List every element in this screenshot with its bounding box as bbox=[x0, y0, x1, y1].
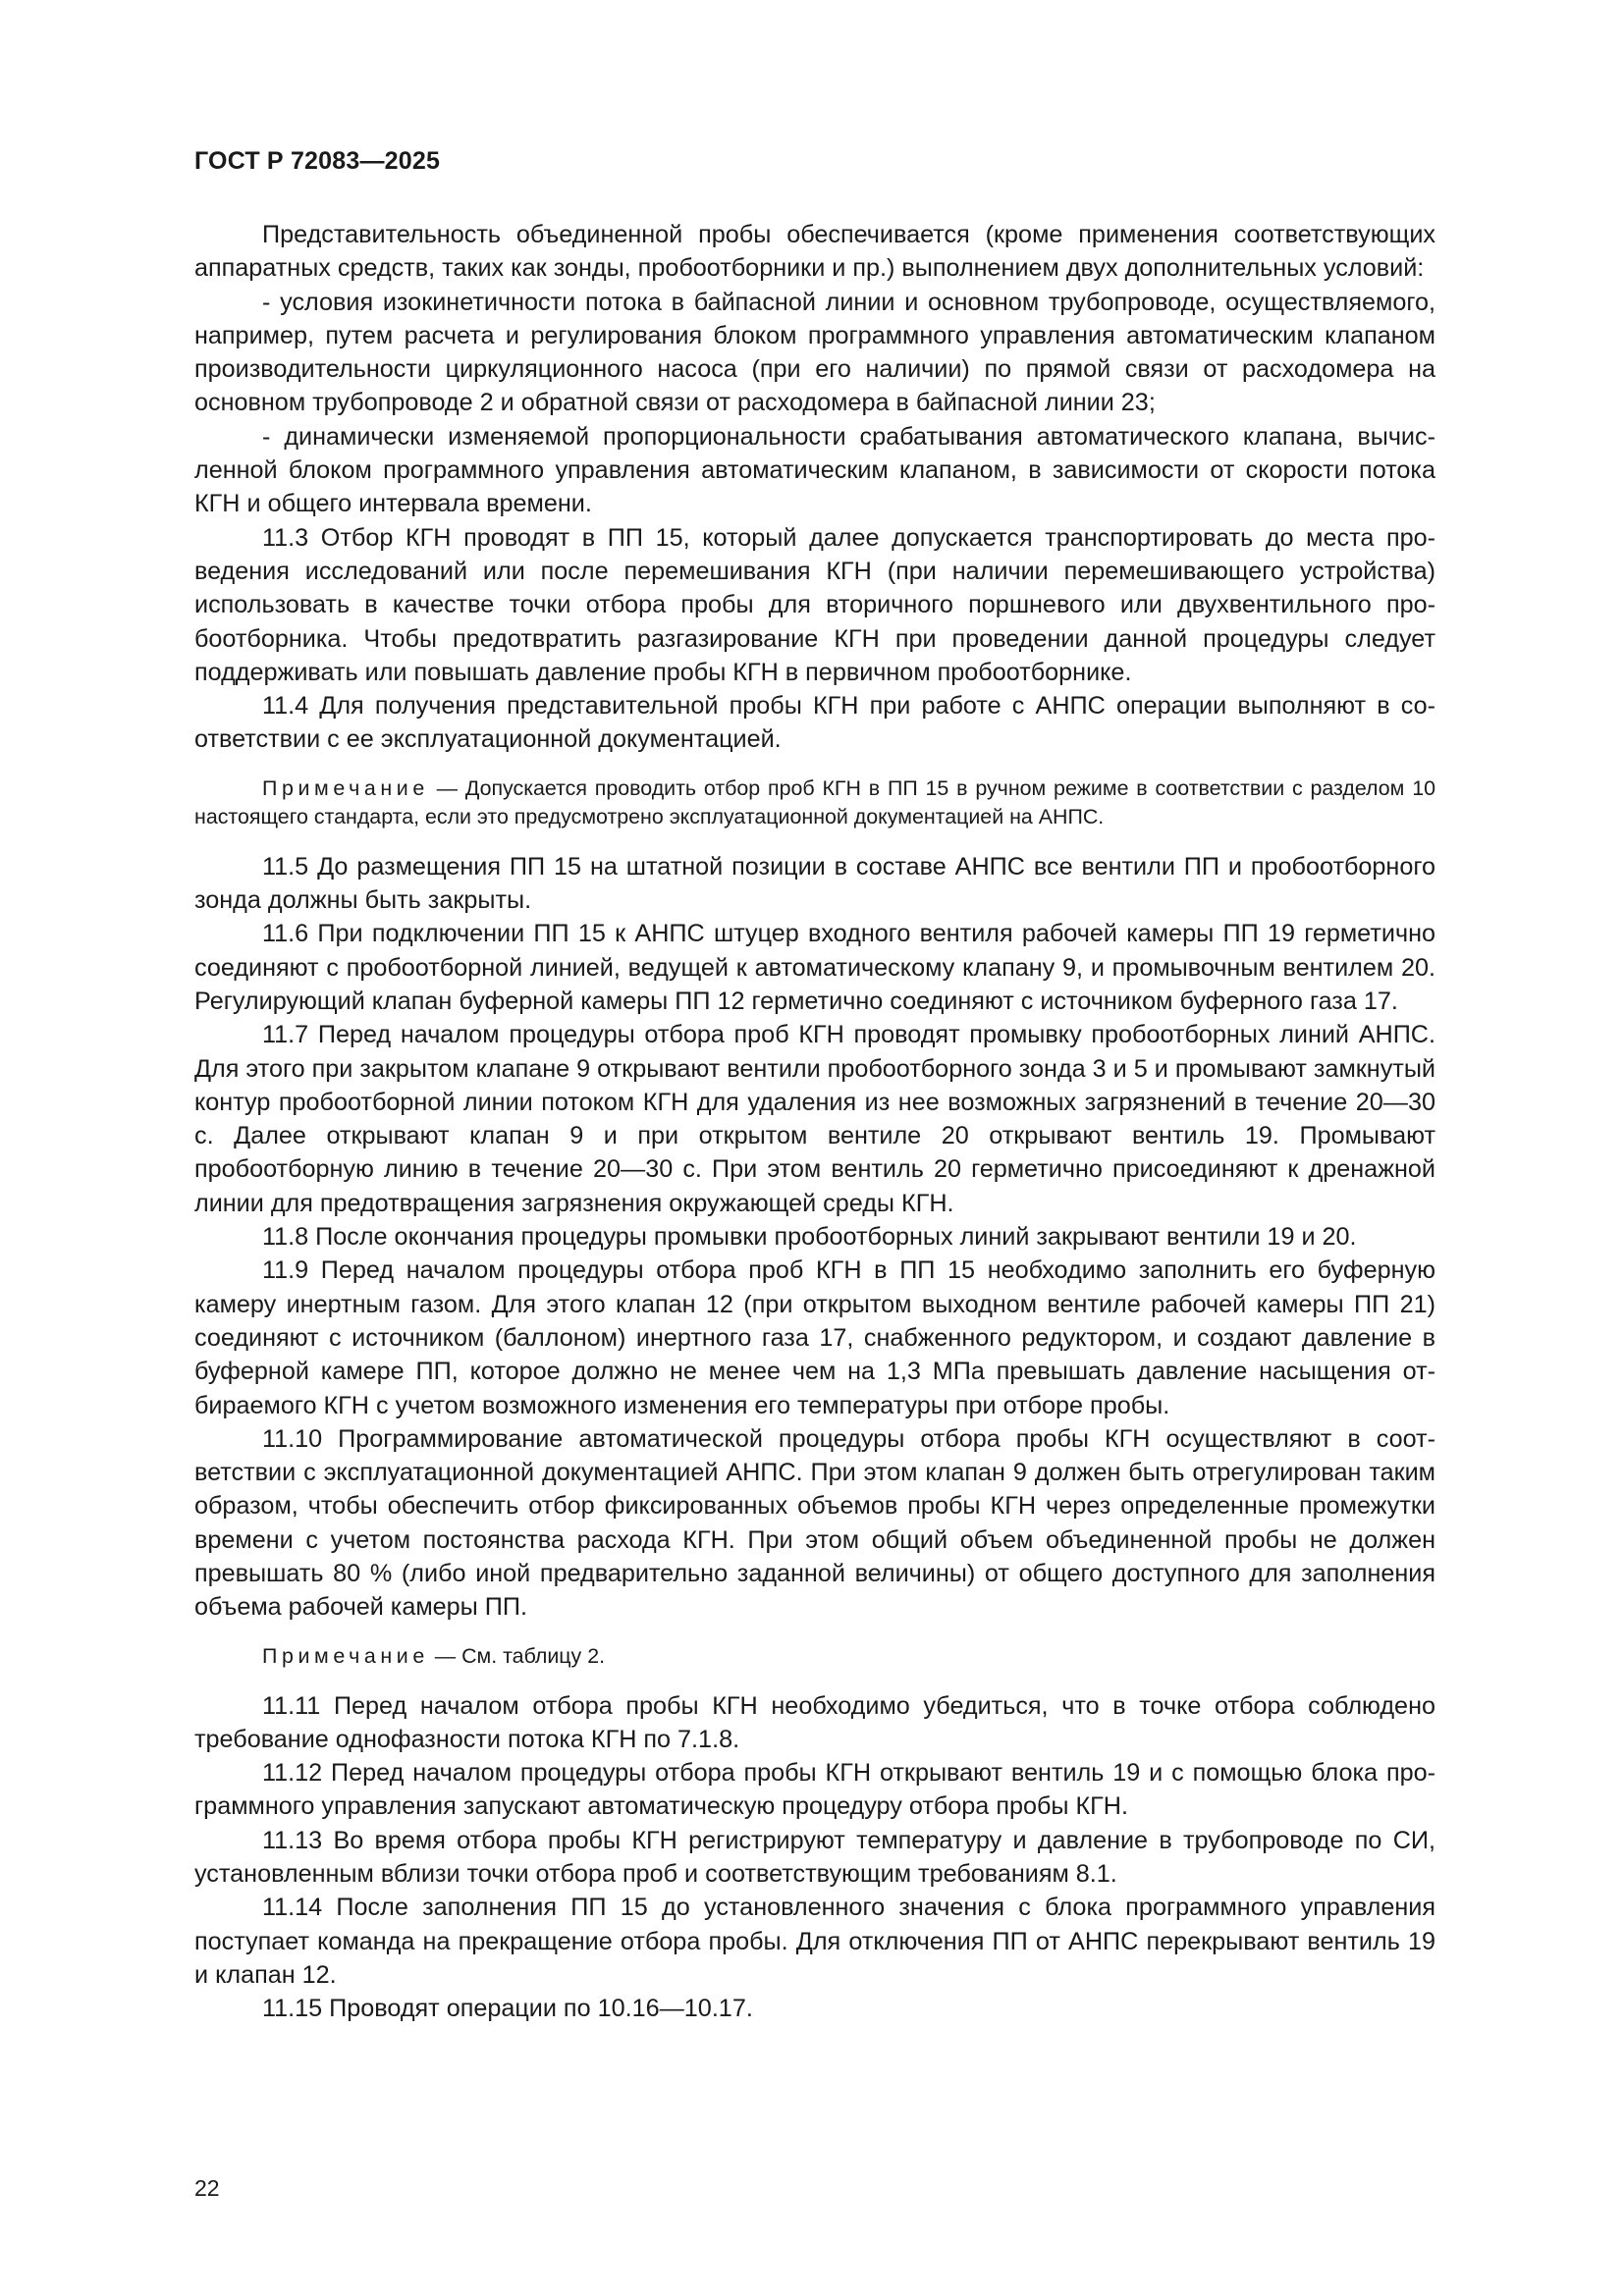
clause-11-8: 11.8 После окончания процедуры промывки пробоотборных линий закрывают вентили 19 и 20. bbox=[262, 1223, 1357, 1252]
paragraph: Представительность объединенной пробы обеспечивается (кроме применения соответствующих аппаратных средств, таких как зонды, пробоотборники и пр.) выполнением двух дополнительных условий: bbox=[194, 221, 1435, 283]
clause-11-4: 11.4 Для получения представительной пробы КГН при работе с АНПС операции выполняют в соответствии с ее эксплуатационной документацией. bbox=[194, 692, 1435, 754]
clause-11-11: 11.11 Перед началом отбора пробы КГН необходимо убедиться, что в точке отбора соблюдено требование однофазности потока КГН по 7.1.8. bbox=[194, 1691, 1435, 1753]
clause-11-5: 11.5 До размещения ПП 15 на штатной позиции в составе АНПС все вентили ПП и пробоотборного зонда должны быть закрыты. bbox=[194, 852, 1435, 915]
list-item: - условия изокинетичности потока в байпасной линии и основном трубопроводе, осуществляемого, например, путем расчета и регулирования блоком программного управления автоматическим клапаном производительности циркуляционного насоса (при его наличии) по прямой связи от расходомера на основном трубопроводе 2 и обратной связи от расходомера в байпасной линии 23; bbox=[194, 288, 1435, 417]
note-label: Примечание bbox=[262, 775, 429, 800]
clause-11-7: 11.7 Перед началом процедуры отбора проб КГН проводят промывку пробоотборных линий АНПС. Для этого при закрытом клапане 9 открывают вентили пробоотборного зонда 3 и 5 и промывают замкнутый контур пробоотборной линии потоком КГН для удаления из нее возможных загрязнений в течение 20—30 с. Далее открывают клапан 9 и при открытом вентиле 20 открывают вентиль 19. Промывают пробоотборную линию в течение 20—30 с. При этом вентиль 20 герметично присоединяют к дренажной линии для предотвращения загрязнения окружающей среды КГН. bbox=[194, 1021, 1435, 1217]
list-item: - динамически изменяемой пропорциональности срабатывания автоматического клапана, вычисленной блоком программного управления автоматическим клапаном, в зависимости от скорости потока КГН и общего интервала времени. bbox=[194, 422, 1435, 518]
document-body bbox=[194, 218, 1435, 2026]
note bbox=[194, 774, 1435, 831]
document-code-header: ГОСТ Р 72083—2025 bbox=[194, 147, 441, 175]
note-text: — Допускается проводить отбор проб КГН в ПП 15 в ручном режиме в соответствии с разделом 10 настоящего стандарта, если это предусмотрено эксплуатационной документацией на АНПС. bbox=[194, 775, 1435, 828]
page-number: 22 bbox=[194, 2175, 220, 2201]
note bbox=[194, 1642, 1435, 1671]
clause-11-12: 11.12 Перед началом процедуры отбора пробы КГН открывают вентиль 19 и с помощью блока программного управления запускают автоматическую процедуру отбора пробы КГН. bbox=[194, 1759, 1435, 1821]
note-label: Примечание bbox=[262, 1643, 429, 1668]
clause-11-14: 11.14 После заполнения ПП 15 до установленного значения с блока программного управления поступает команда на прекращение отбора пробы. Для отключения ПП от АНПС перекрывают вентиль 19 и клапан 12. bbox=[194, 1894, 1435, 1989]
clause-11-15: 11.15 Проводят операции по 10.16—10.17. bbox=[262, 1995, 753, 2023]
clause-11-10: 11.10 Программирование автоматической процедуры отбора пробы КГН осуществляют в соответствии с эксплуатационной документацией АНПС. При этом клапан 9 должен быть отрегулирован таким образом, чтобы обеспечить отбор фиксированных объемов пробы КГН через определенные промежутки времени с учетом постоянства расхода КГН. При этом общий объем объединенной пробы не должен превышать 80 % (либо иной предварительно заданной величины) от общего доступного для заполнения объема рабочей камеры ПП. bbox=[194, 1424, 1435, 1622]
clause-11-13: 11.13 Во время отбора пробы КГН регистрируют температуру и давление в трубопроводе по СИ, установленным вблизи точки отбора проб и соответствующим требованиям 8.1. bbox=[194, 1826, 1435, 1889]
clause-11-3: 11.3 Отбор КГН проводят в ПП 15, который далее допускается транспортировать до места проведения исследований или после перемешивания КГН (при наличии перемешивающего устройства) использовать в качестве точки отбора пробы для вторичного поршневого или двухвентильного пробоотборника. Чтобы предотвратить разгазирование КГН при проведении данной процедуры следует поддерживать или повышать давление пробы КГН в первичном пробоотборнике. bbox=[194, 523, 1435, 686]
note-text: — См. таблицу 2. bbox=[428, 1643, 606, 1668]
clause-11-9: 11.9 Перед началом процедуры отбора проб КГН в ПП 15 необходимо заполнить его буферную камеру инертным газом. Для этого клапан 12 (при открытом выходном вентиле рабочей камеры ПП 21) соединяют с источником (баллоном) инертного газа 17, снабженного редуктором, и создают давление в буферной камере ПП, которое должно не менее чем на 1,3 МПа превышать давление насыщения отбираемого КГН с учетом возможного изменения его температуры при отборе пробы. bbox=[194, 1256, 1435, 1419]
clause-11-6: 11.6 При подключении ПП 15 к АНПС штуцер входного вентиля рабочей камеры ПП 19 герметично соединяют с пробоотборной линией, ведущей к автоматическому клапану 9, и промывочным вентилем 20. Регулирующий клапан буферной камеры ПП 12 герметично соединяют с источником буферного газа 17. bbox=[194, 920, 1435, 1015]
